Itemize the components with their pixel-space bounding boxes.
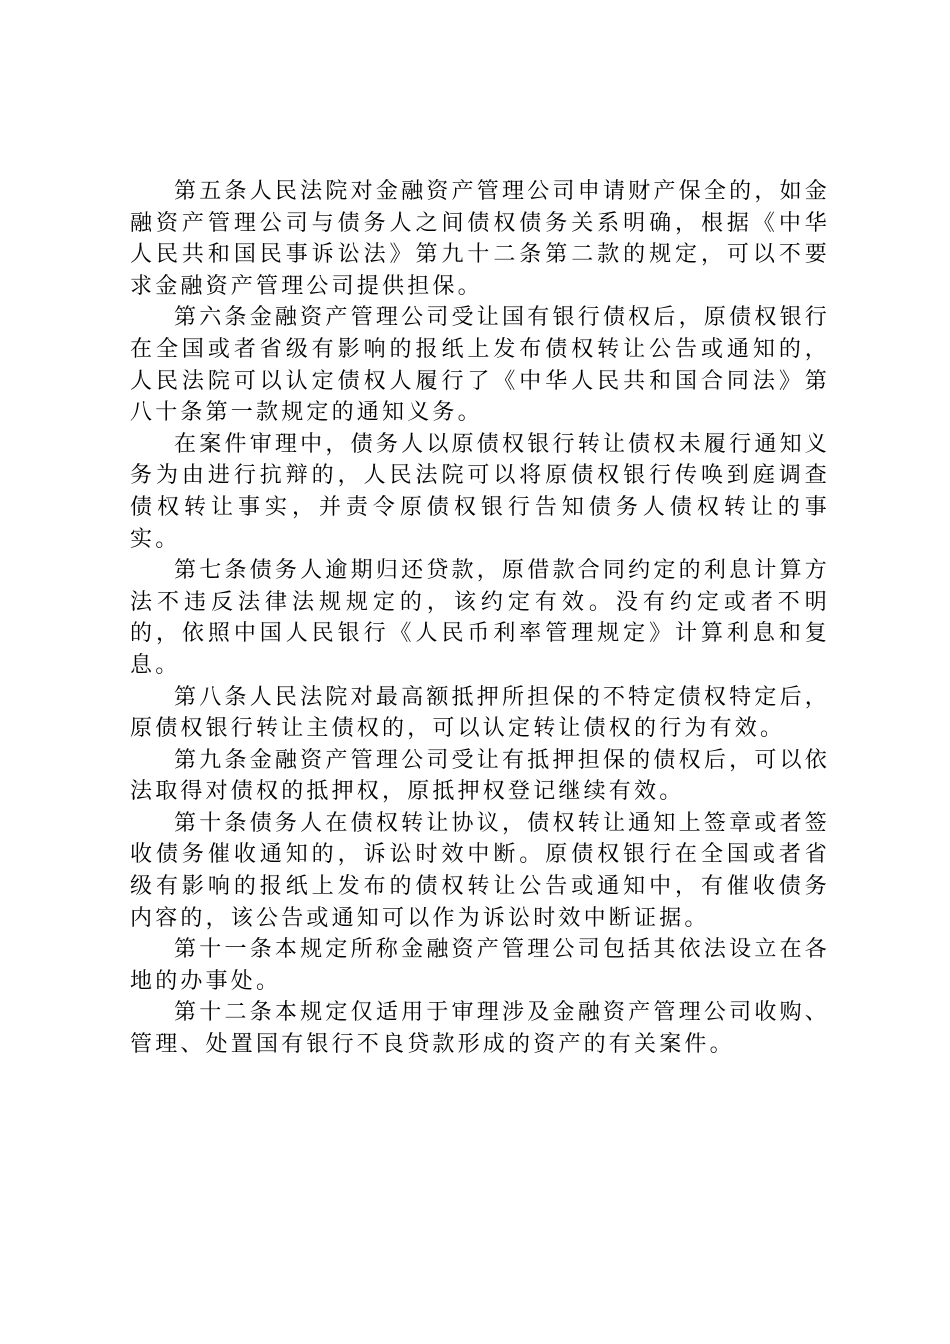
paragraph-article-11: 第十一条本规定所称金融资产管理公司包括其依法设立在各地的办事处。 [130, 937, 830, 994]
paragraph-article-12: 第十二条本规定仅适用于审理涉及金融资产管理公司收购、管理、处置国有银行不良贷款形成的资产的有关案件。 [130, 1000, 830, 1058]
paragraph-article-10: 第十条债务人在债权转让协议，债权转让通知上签章或者签收债务催收通知的，诉讼时效中断。原债权银行在全国或者省级有影响的报纸上发布的债权转让公告或通知中，有催收债务内容的，该公告或通知可以作为诉讼时效中断证据。 [130, 810, 830, 931]
paragraph-case-trial: 在案件审理中，债务人以原债权银行转让债权未履行通知义务为由进行抗辩的，人民法院可以将原债权银行传唤到庭调查债权转让事实，并责令原债权银行告知债务人债权转让的事实。 [130, 431, 830, 552]
paragraph-article-5: 第五条人民法院对金融资产管理公司申请财产保全的，如金融资产管理公司与债务人之间债权债务关系明确，根据《中华人民共和国民事诉讼法》第九十二条第二款的规定，可以不要求金融资产管理公司提供担保。 [130, 179, 830, 299]
document-body [130, 176, 830, 1061]
paragraph-article-6: 第六条金融资产管理公司受让国有银行债权后，原债权银行在全国或者省级有影响的报纸上发布债权转让公告或通知的，人民法院可以认定债权人履行了《中华人民共和国合同法》第八十条第一款规定的通知义务。 [130, 305, 830, 426]
paragraph-article-9: 第九条金融资产管理公司受让有抵押担保的债权后，可以依法取得对债权的抵押权，原抵押权登记继续有效。 [130, 747, 830, 805]
paragraph-article-8: 第八条人民法院对最高额抵押所担保的不特定债权特定后，原债权银行转让主债权的，可以认定转让债权的行为有效。 [130, 684, 830, 742]
paragraph-article-7: 第七条债务人逾期归还贷款，原借款合同约定的利息计算方法不违反法律法规规定的，该约定有效。没有约定或者不明的，依照中国人民银行《人民币利率管理规定》计算利息和复息。 [130, 558, 830, 678]
